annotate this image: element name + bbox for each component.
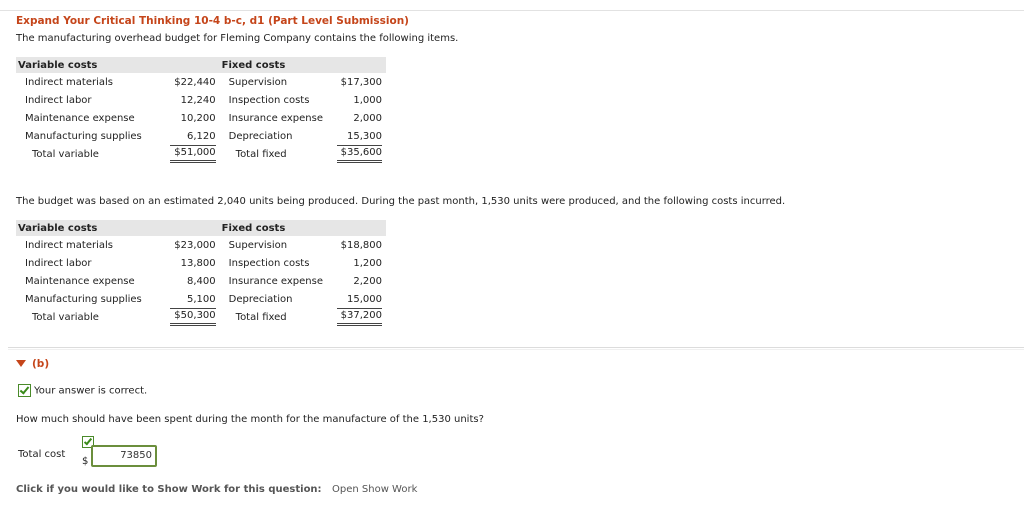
fixed-item-label: Insurance expense bbox=[228, 275, 323, 287]
answer-status bbox=[18, 384, 147, 397]
fixed-item-label: Supervision bbox=[228, 76, 288, 88]
variable-item-label: Indirect labor bbox=[25, 257, 92, 269]
variable-item-value: 5,100 bbox=[187, 293, 216, 305]
variable-item-value: 12,240 bbox=[180, 94, 216, 106]
show-work-prompt: Click if you would like to Show Work for this question: bbox=[16, 484, 322, 495]
fixed-item-value: $17,300 bbox=[340, 76, 382, 88]
variable-item-label: Indirect labor bbox=[25, 94, 92, 106]
checkmark-icon bbox=[18, 384, 31, 397]
variable-item-label: Maintenance expense bbox=[25, 275, 135, 287]
part-b-toggle[interactable] bbox=[16, 358, 49, 370]
variable-item-label: Indirect materials bbox=[25, 76, 114, 88]
fixed-item-value: 1,200 bbox=[353, 257, 382, 269]
variable-total-value: $51,000 bbox=[170, 145, 215, 163]
fixed-item-value: 2,200 bbox=[353, 275, 382, 287]
variable-total-label: Total variable bbox=[32, 311, 99, 323]
part-divider-shadow bbox=[8, 349, 1024, 350]
fixed-item-value: 2,000 bbox=[353, 112, 382, 124]
table-row bbox=[16, 73, 386, 91]
top-divider bbox=[0, 10, 1024, 11]
variable-item-value: 6,120 bbox=[187, 130, 216, 142]
fixed-total-label: Total fixed bbox=[235, 311, 287, 323]
fixed-total-value: $37,200 bbox=[337, 308, 382, 326]
fixed-item-value: $18,800 bbox=[340, 239, 382, 251]
fixed-item-value: 15,300 bbox=[347, 130, 382, 142]
fixed-item-label: Insurance expense bbox=[228, 112, 323, 124]
part-divider bbox=[8, 347, 1024, 348]
budget-table bbox=[16, 57, 386, 163]
problem-title: Expand Your Critical Thinking 10-4 b-c, d1 (Part Level Submission) bbox=[16, 15, 409, 27]
fixed-item-label: Inspection costs bbox=[228, 257, 310, 269]
fixed-item-value: 1,000 bbox=[353, 94, 382, 106]
collapse-triangle-icon bbox=[16, 360, 26, 367]
variable-item-label: Maintenance expense bbox=[25, 112, 135, 124]
fixed-item-label: Supervision bbox=[228, 239, 288, 251]
variable-item-value: $23,000 bbox=[174, 239, 216, 251]
intro-text: The manufacturing overhead budget for Fleming Company contains the following items. bbox=[16, 33, 459, 44]
fixed-item-label: Depreciation bbox=[228, 293, 293, 305]
table-row bbox=[16, 254, 386, 272]
total-cost-input[interactable]: 73850 bbox=[91, 445, 157, 467]
variable-costs-header: Variable costs bbox=[16, 57, 220, 73]
variable-costs-header: Variable costs bbox=[16, 220, 220, 236]
question-text: How much should have been spent during the month for the manufacture of the 1,530 units? bbox=[16, 414, 484, 425]
table-row bbox=[16, 272, 386, 290]
table-row bbox=[16, 308, 386, 326]
variable-item-value: 8,400 bbox=[187, 275, 216, 287]
currency-symbol: $ bbox=[82, 456, 89, 467]
open-show-work-link[interactable]: Open Show Work bbox=[332, 484, 418, 495]
total-cost-label: Total cost bbox=[18, 449, 66, 460]
table-row bbox=[16, 91, 386, 109]
table-row bbox=[16, 127, 386, 145]
table-row bbox=[16, 145, 386, 163]
table-row bbox=[16, 290, 386, 308]
variable-item-value: 10,200 bbox=[180, 112, 216, 124]
fixed-costs-header: Fixed costs bbox=[220, 220, 386, 236]
fixed-item-label: Depreciation bbox=[228, 130, 293, 142]
variable-item-label: Indirect materials bbox=[25, 239, 114, 251]
fixed-total-value: $35,600 bbox=[337, 145, 382, 163]
table-row bbox=[16, 109, 386, 127]
table-row bbox=[16, 236, 386, 254]
fixed-total-label: Total fixed bbox=[235, 148, 287, 160]
fixed-costs-header: Fixed costs bbox=[220, 57, 386, 73]
variable-item-label: Manufacturing supplies bbox=[25, 130, 142, 142]
variable-total-value: $50,300 bbox=[170, 308, 215, 326]
variable-item-value: $22,440 bbox=[174, 76, 216, 88]
actual-table bbox=[16, 220, 386, 326]
fixed-item-label: Inspection costs bbox=[228, 94, 310, 106]
answer-status-text: Your answer is correct. bbox=[34, 385, 148, 397]
fixed-item-value: 15,000 bbox=[347, 293, 382, 305]
budget-note: The budget was based on an estimated 2,040 units being produced. During the past month, 1,530 units were produced, and the following costs incurred. bbox=[16, 196, 786, 207]
variable-item-label: Manufacturing supplies bbox=[25, 293, 142, 305]
variable-item-value: 13,800 bbox=[180, 257, 216, 269]
variable-total-label: Total variable bbox=[32, 148, 99, 160]
part-b-label: (b) bbox=[32, 358, 50, 370]
